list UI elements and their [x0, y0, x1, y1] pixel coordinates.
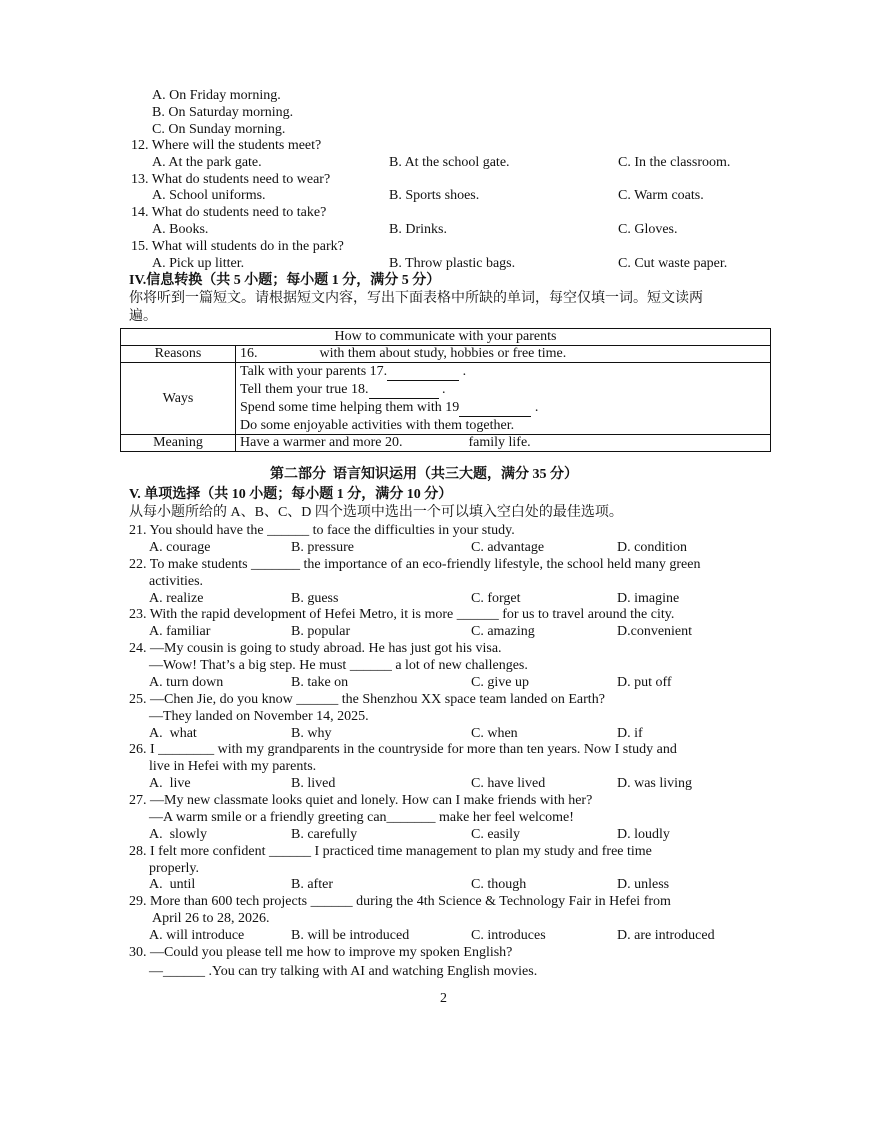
q11-option-b: B. On Saturday morning.: [152, 105, 294, 120]
q28-option-d: D. unless: [617, 877, 670, 892]
q27-option-c: C. easily: [471, 827, 520, 842]
q28-stem-cont: properly.: [149, 861, 200, 876]
q21-option-a: A. courage: [149, 540, 211, 555]
q29-stem: 29. More than 600 tech projects ______ during the 4th Science & Technology Fair in Hefei from: [129, 894, 671, 909]
q25-option-b: B. why: [291, 726, 332, 741]
q15-option-b: B. Throw plastic bags.: [389, 256, 516, 271]
q28-stem: 28. I felt more confident ______ I practiced time management to plan my study and free time: [129, 844, 652, 859]
q29-option-c: C. introduces: [471, 928, 546, 943]
ways-cell: Talk with your parents 17. . Tell them your true 18. . Spend some time helping them with 19 . Do some enjoyable activities with them together.: [236, 363, 771, 435]
q22-option-a: A. realize: [149, 591, 204, 606]
meaning-text-end: family life.: [468, 435, 531, 450]
q29-option-d: D. are introduced: [617, 928, 715, 943]
q15-option-a: A. Pick up litter.: [152, 256, 245, 271]
blank-18[interactable]: [369, 381, 439, 399]
q24-stem-reply: —Wow! That’s a big step. He must ______ a lot of new challenges.: [149, 658, 528, 673]
ways-label: Ways: [121, 363, 236, 435]
q22-stem: 22. To make students _______ the importance of an eco-friendly lifestyle, the school held many green: [129, 557, 701, 572]
blank-16-number: 16.: [240, 346, 258, 361]
q21-option-b: B. pressure: [291, 540, 354, 555]
q30-stem-reply: —______ .You can try talking with AI and watching English movies.: [149, 964, 538, 979]
ways-line-activities: Do some enjoyable activities with them together.: [240, 418, 515, 433]
q22-option-c: C. forget: [471, 591, 521, 606]
q27-option-b: B. carefully: [291, 827, 358, 842]
q12-option-c: C. In the classroom.: [618, 155, 731, 170]
q25-stem: 25. —Chen Jie, do you know ______ the Shenzhou XX space team landed on Earth?: [129, 692, 605, 707]
q23-stem: 23. With the rapid development of Hefei Metro, it is more ______ for us to travel around the city.: [129, 607, 675, 622]
q21-option-d: D. condition: [617, 540, 687, 555]
q13-stem: 13. What do students need to wear?: [131, 172, 331, 187]
q25-option-d: D. if: [617, 726, 643, 741]
ways-line-19: Spend some time helping them with 19: [240, 400, 460, 415]
q29-stem-cont: April 26 to 28, 2026.: [152, 911, 270, 926]
q27-blank[interactable]: _______: [386, 810, 436, 825]
meaning-cell: [236, 435, 771, 452]
meaning-label: Meaning: [121, 435, 236, 452]
q23-option-a: A. familiar: [149, 624, 211, 639]
q26-option-a: A. live: [149, 776, 191, 791]
q30-stem: 30. —Could you please tell me how to improve my spoken English?: [129, 945, 513, 960]
q24-option-b: B. take on: [291, 675, 349, 690]
q26-stem: 26. I ________ with my grandparents in the countryside for more than ten years. Now I study and: [129, 742, 677, 757]
q22-option-d: D. imagine: [617, 591, 680, 606]
q27-option-a: A. slowly: [149, 827, 207, 842]
q11-option-a: A. On Friday morning.: [152, 88, 281, 103]
q28-option-c: C. though: [471, 877, 527, 892]
q14-option-c: C. Gloves.: [618, 222, 678, 237]
section4-instruction-line2: 遍。: [129, 309, 157, 324]
q29-option-b: B. will be introduced: [291, 928, 410, 943]
q23-option-d: D.convenient: [617, 624, 693, 639]
q27-option-d: D. loudly: [617, 827, 670, 842]
page-number: 2: [440, 991, 447, 1006]
q26-option-c: C. have lived: [471, 776, 546, 791]
q21-stem: 21. You should have the ______ to face the difficulties in your study.: [129, 523, 515, 538]
q13-option-b: B. Sports shoes.: [389, 188, 480, 203]
q12-option-b: B. At the school gate.: [389, 155, 510, 170]
q28-blank[interactable]: ______: [268, 844, 311, 859]
meaning-text: Have a warmer and more 20.: [240, 435, 403, 450]
q21-option-c: C. advantage: [471, 540, 545, 555]
q28-option-b: B. after: [291, 877, 333, 892]
q26-option-d: D. was living: [617, 776, 693, 791]
blank-17[interactable]: [387, 363, 459, 381]
q11-option-c: C. On Sunday morning.: [152, 122, 286, 137]
q22-option-b: B. guess: [291, 591, 339, 606]
q22-stem-cont: activities.: [149, 574, 204, 589]
q21-blank[interactable]: ______: [267, 523, 310, 538]
q14-option-a: A. Books.: [152, 222, 209, 237]
section5-instruction: 从每小题所给的 A、B、C、D 四个选项中选出一个可以填入空白处的最佳选项。: [129, 505, 623, 520]
q15-stem: 15. What will students do in the park?: [131, 239, 344, 254]
q24-option-c: C. give up: [471, 675, 529, 690]
q15-option-c: C. Cut waste paper.: [618, 256, 728, 271]
q25-option-c: C. when: [471, 726, 518, 741]
q26-option-b: B. lived: [291, 776, 336, 791]
q24-stem: 24. —My cousin is going to study abroad. He has just got his visa.: [129, 641, 502, 656]
q12-option-a: A. At the park gate.: [152, 155, 262, 170]
q12-stem: 12. Where will the students meet?: [131, 138, 322, 153]
q26-blank[interactable]: ________: [158, 742, 215, 757]
q13-option-c: C. Warm coats.: [618, 188, 704, 203]
q14-option-b: B. Drinks.: [389, 222, 447, 237]
q29-blank[interactable]: ______: [310, 894, 353, 909]
reasons-cell: [236, 346, 771, 363]
section4-heading: IV.信息转换（共 5 小题；每小题 1 分，满分 5 分）: [129, 273, 441, 288]
q14-stem: 14. What do students need to take?: [131, 205, 327, 220]
q27-stem-reply: —A warm smile or a friendly greeting can_______ make her feel welcome!: [149, 810, 574, 825]
q25-stem-reply: —They landed on November 14, 2025.: [149, 709, 369, 724]
q25-blank[interactable]: ______: [296, 692, 339, 707]
q24-option-a: A. turn down: [149, 675, 224, 690]
info-table-title: How to communicate with your parents: [121, 329, 771, 346]
info-table: [120, 328, 771, 452]
q22-blank[interactable]: _______: [251, 557, 301, 572]
reasons-label: Reasons: [121, 346, 236, 363]
section5-heading: V. 单项选择（共 10 小题；每小题 1 分，满分 10 分）: [129, 487, 453, 502]
part2-title: 第二部分 语言知识运用（共三大题，满分 35 分）: [270, 467, 578, 482]
reasons-text: with them about study, hobbies or free time.: [319, 346, 567, 361]
q24-option-d: D. put off: [617, 675, 672, 690]
q23-blank[interactable]: ______: [456, 607, 499, 622]
q24-blank[interactable]: ______: [349, 658, 392, 673]
q23-option-b: B. popular: [291, 624, 351, 639]
blank-19[interactable]: [459, 399, 531, 417]
q26-stem-cont: live in Hefei with my parents.: [149, 759, 317, 774]
q28-option-a: A. until: [149, 877, 196, 892]
ways-line-17: Talk with your parents 17.: [240, 364, 388, 379]
section4-instruction-line1: 你将听到一篇短文。请根据短文内容，写出下面表格中所缺的单词，每空仅填一词。短文读两: [129, 291, 703, 306]
q25-option-a: A. what: [149, 726, 197, 741]
q29-option-a: A. will introduce: [149, 928, 245, 943]
q27-stem: 27. —My new classmate looks quiet and lonely. How can I make friends with her?: [129, 793, 593, 808]
ways-line-18: Tell them your true 18.: [240, 382, 369, 397]
q30-blank[interactable]: ______: [163, 964, 205, 979]
q23-option-c: C. amazing: [471, 624, 535, 639]
q13-option-a: A. School uniforms.: [152, 188, 266, 203]
